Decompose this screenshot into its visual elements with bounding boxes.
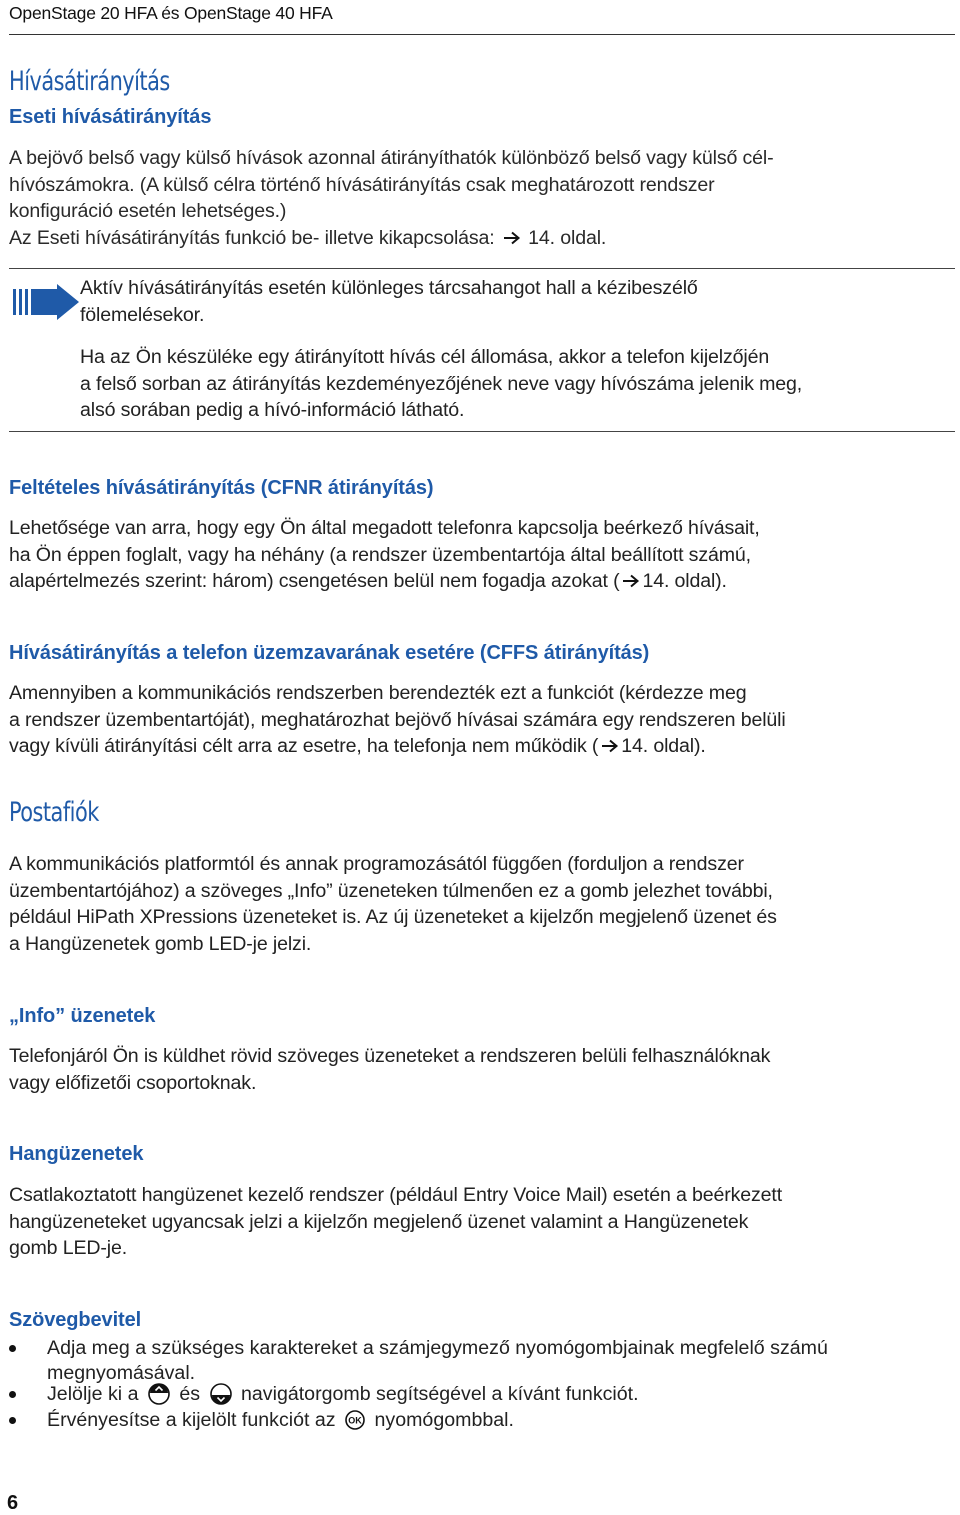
navigator-up-icon <box>148 1383 170 1405</box>
text-line-reference <box>9 568 760 595</box>
header-rule <box>9 34 955 35</box>
text-line: a rendszer üzembentartóját), meghatározhat bejövő hívásai számára egy rendszeren belüli <box>9 708 786 731</box>
list-item-text <box>47 1407 514 1433</box>
ok-key-icon <box>345 1410 365 1430</box>
text-fragment: Érvényesítse a kijelölt funkciót az <box>47 1409 336 1431</box>
list-item <box>9 1407 949 1433</box>
paragraph-mailbox <box>9 851 777 957</box>
text-line: vagy előfizetői csoportoknak. <box>9 1071 257 1094</box>
arrow-right-icon <box>503 231 521 245</box>
text-line: A kommunikációs platformtól és annak programozásától függően (forduljon a rendszer <box>9 853 744 875</box>
subsection-title-cfnr: Feltételes hívásátirányítás (CFNR átirányítás) <box>9 477 434 499</box>
text-line: Amennyiben a kommunikációs rendszerben berendezték ezt a funkciót (kérdezze meg <box>9 682 747 704</box>
section-title-forwarding: Hívásátirányítás <box>9 66 170 97</box>
text-line: hangüzeneteket ugyancsak jelzi a kijelzőn megjelenő üzenet valamint a Hangüzenetek <box>9 1210 749 1233</box>
bullet-dot <box>9 1417 16 1424</box>
note-top-rule <box>9 268 955 269</box>
text-line: hívószámokra. (A külső célra történő hívásátirányítás csak meghatározott rendszer <box>9 173 715 196</box>
subsection-title-cffs: Hívásátirányítás a telefon üzemzavarának esetére (CFFS átirányítás) <box>9 642 650 664</box>
section-title-mailbox: Postafiók <box>9 797 99 828</box>
arrow-right-icon <box>622 574 640 588</box>
navigator-down-icon <box>210 1383 232 1405</box>
paragraph-cfnr <box>9 515 760 595</box>
reference-prefix: Az Eseti hívásátirányítás funkció be- illetve kikapcsolása: <box>9 226 495 249</box>
page-number: 6 <box>7 1492 19 1514</box>
bullet-dot <box>9 1391 16 1398</box>
text-line: a felső sorban az átirányítás kezdeményezőjének neve vagy hívószáma jelenik meg, <box>80 372 803 395</box>
bullet-dot <box>9 1345 16 1352</box>
text-line: a Hangüzenetek gomb LED-je jelzi. <box>9 932 312 955</box>
text-fragment: navigátorgomb segítségével a kívánt funkciót. <box>241 1383 639 1405</box>
paragraph-cffs <box>9 680 786 760</box>
text-line: gomb LED-je. <box>9 1237 127 1259</box>
text-line: Aktív hívásátirányítás esetén különleges tárcsahangot hall a kézibeszélő <box>80 277 698 299</box>
text-line-reference <box>9 733 786 760</box>
text-line: konfiguráció esetén lehetséges.) <box>9 200 287 222</box>
page-reference-link[interactable]: 14. oldal). <box>642 570 727 592</box>
paragraph-info <box>9 1043 770 1096</box>
bullet-list <box>9 1335 949 1433</box>
text-fragment: Jelölje ki a <box>47 1383 139 1405</box>
ok-key-label: OK <box>348 1415 362 1426</box>
text-line: A bejövő belső vagy külső hívások azonnal átirányíthatók különböző belső vagy külső cél- <box>9 147 774 169</box>
list-item <box>9 1381 949 1407</box>
note-bottom-rule <box>9 431 955 432</box>
subsection-title-immediate: Eseti hívásátirányítás <box>9 106 212 128</box>
list-item-text: megnyomásával. <box>47 1362 196 1384</box>
arrow-right-icon <box>601 739 619 753</box>
text-line: Telefonjáról Ön is küldhet rövid szöveges üzeneteket a rendszeren belüli felhasználóknak <box>9 1045 771 1067</box>
reference-prefix: alapértelmezés szerint: három) csengetésen belül nem fogadja azokat ( <box>9 570 620 592</box>
text-fragment: nyomógombbal. <box>374 1409 514 1431</box>
paragraph-immediate <box>9 145 774 251</box>
reference-prefix: vagy kívüli átirányítási célt arra az esetre, ha telefonja nem működik ( <box>9 735 599 757</box>
list-item-text: Adja meg a szükséges karaktereket a számjegymező nyomógombjainak megfelelő számú <box>47 1337 828 1359</box>
list-item <box>9 1335 949 1361</box>
text-fragment: és <box>179 1383 201 1405</box>
note-text-2 <box>80 344 802 424</box>
text-line: Ha az Ön készüléke egy átirányított hívás cél állomása, akkor a telefon kijelzőjén <box>80 346 770 368</box>
text-line: Lehetősége van arra, hogy egy Ön által megadott telefonra kapcsolja beérkező hívásait, <box>9 517 760 539</box>
text-line: fölemelésekor. <box>80 303 205 326</box>
note-text-1 <box>80 275 698 328</box>
text-line: Csatlakoztatott hangüzenet kezelő rendszer (például Entry Voice Mail) esetén a beérkezett <box>9 1184 783 1206</box>
text-line: üzembentartójához) a szöveges „Info” üzeneteken túlmenően ez a gomb jelezhet további, <box>9 879 773 902</box>
arrow-note-icon <box>13 284 79 320</box>
text-line-reference <box>9 225 774 252</box>
text-line: ha Ön éppen foglalt, vagy ha néhány (a rendszer üzembentartója által beállított számú, <box>9 543 751 566</box>
subsection-title-voice: Hangüzenetek <box>9 1143 144 1165</box>
text-line: például HiPath XPressions üzeneteket is. Az új üzeneteket a kijelzőn megjelenő üzenet és <box>9 906 777 928</box>
subsection-title-text-input: Szövegbevitel <box>9 1309 142 1331</box>
paragraph-voice <box>9 1182 782 1262</box>
list-item-text <box>47 1381 639 1407</box>
text-line: alsó sorában pedig a hívó-információ látható. <box>80 399 465 421</box>
subsection-title-info: „Info” üzenetek <box>9 1005 156 1027</box>
page-reference-link[interactable]: 14. oldal. <box>528 226 607 249</box>
running-header: OpenStage 20 HFA és OpenStage 40 HFA <box>9 3 333 23</box>
page-reference-link[interactable]: 14. oldal). <box>621 735 706 757</box>
